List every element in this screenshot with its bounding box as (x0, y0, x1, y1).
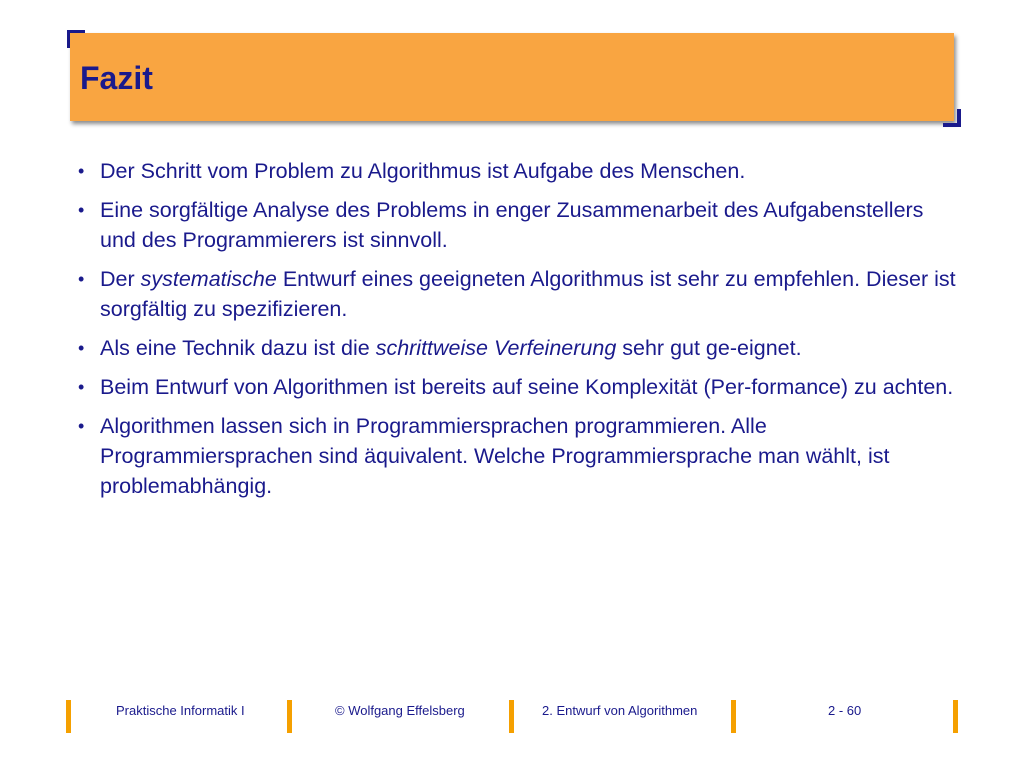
bullet-emphasis: schrittweise Verfeinerung (375, 336, 617, 360)
bullet-dot: • (78, 416, 85, 436)
bullet-dot: • (78, 377, 85, 397)
footer-page-number: 2 - 60 (828, 703, 862, 718)
footer-divider (509, 700, 514, 733)
bullet-text: Algorithmen lassen sich in Programmiersprachen programmieren. Alle Programmiersprachen sind äquivalent. Welche Programmiersprache man wählt, ist problemabhängig. (100, 414, 890, 498)
bullet-dot: • (78, 338, 85, 358)
footer-divider (731, 700, 736, 733)
bullet-item (78, 264, 958, 324)
title-corner-bottom-right (943, 109, 961, 127)
bullet-emphasis: systematische (140, 267, 277, 291)
bullet-item (78, 411, 958, 501)
bullet-text: Beim Entwurf von Algorithmen ist bereits auf seine Komplexität (Per-formance) zu achten. (100, 375, 954, 399)
bullet-text: Eine sorgfältige Analyse des Problems in enger Zusammenarbeit des Aufgabenstellers und des Programmierers ist sinnvoll. (100, 198, 924, 252)
bullet-text: sehr gut ge-eignet. (616, 336, 802, 360)
bullet-item (78, 333, 958, 363)
bullet-text: Entwurf eines geeigneten Algorithmus ist sehr zu empfehlen. Dieser ist sorgfältig zu spezifizieren. (100, 267, 956, 321)
bullet-text: Als eine Technik dazu ist die (100, 336, 376, 360)
footer-divider (66, 700, 71, 733)
footer-course: Praktische Informatik I (116, 703, 245, 718)
bullet-dot: • (78, 269, 85, 289)
title-banner (70, 33, 954, 121)
bullet-dot: • (78, 200, 85, 220)
bullet-text: Der Schritt vom Problem zu Algorithmus ist Aufgabe des Menschen. (100, 159, 746, 183)
footer-chapter: 2. Entwurf von Algorithmen (542, 703, 698, 718)
bullet-dot: • (78, 161, 85, 181)
slide-title: Fazit (80, 60, 153, 96)
footer-author: © Wolfgang Effelsberg (335, 703, 465, 718)
bullet-item (78, 156, 958, 186)
bullet-text: Der (100, 267, 141, 291)
footer-divider (287, 700, 292, 733)
bullet-item (78, 195, 958, 255)
bullet-list (78, 156, 958, 510)
bullet-item (78, 372, 958, 402)
footer-divider (953, 700, 958, 733)
